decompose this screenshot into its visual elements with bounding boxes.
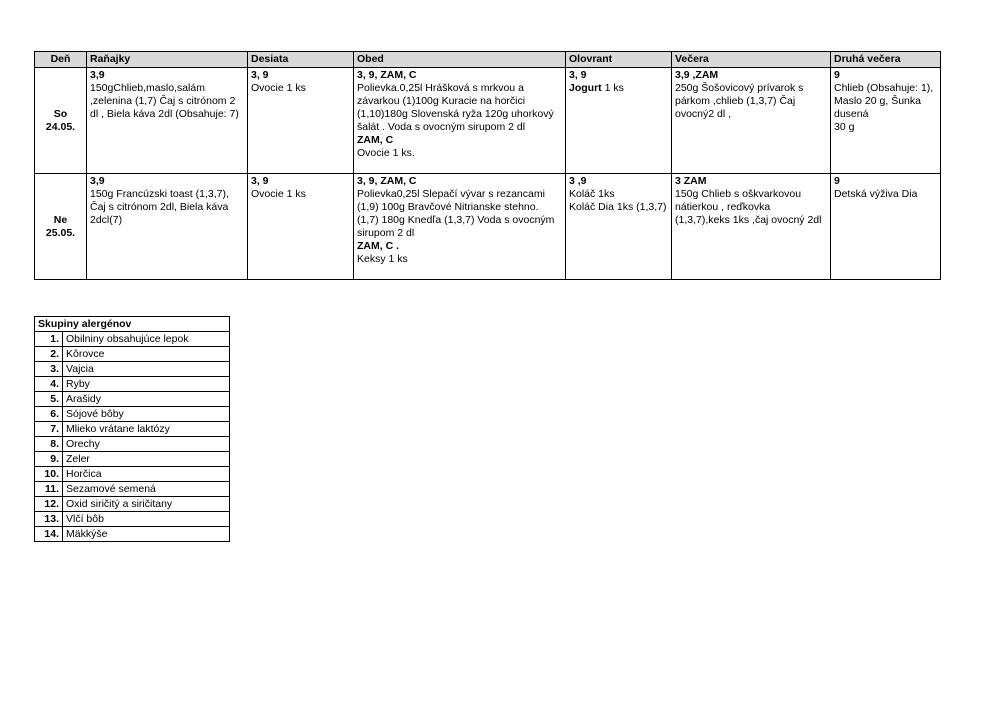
- list-item: [35, 437, 230, 452]
- meal-text: Chlieb (Obsahuje: 1), Maslo 20 g, Šunka dusená: [834, 82, 934, 120]
- allergen-name: Arašidy: [63, 392, 230, 407]
- allergen-number: 1.: [35, 332, 63, 347]
- allergen-codes: 3, 9: [251, 69, 269, 81]
- header-druha-vecera: Druhá večera: [831, 52, 941, 68]
- allergen-number: 9.: [35, 452, 63, 467]
- allergen-number: 4.: [35, 377, 63, 392]
- meal-text: Koláč 1ks: [569, 188, 615, 200]
- ranajky-cell: [87, 68, 248, 174]
- allergen-codes: 3 ,9: [569, 175, 587, 187]
- meal-text: 150gChlieb,maslo,salám ,zelenina (1,7) Čaj s citrónom 2 dl , Biela káva 2dl (Obsahuje: 7): [90, 82, 239, 120]
- meal-text: 150g Francúzski toast (1,3,7), Čaj s citrónom 2dl, Biela káva 2dcl(7): [90, 188, 229, 226]
- allergen-name: Horčica: [63, 467, 230, 482]
- allergen-codes-extra: ZAM, C .: [357, 240, 399, 252]
- allergen-name: Mlieko vrátane laktózy: [63, 422, 230, 437]
- ranajky-cell: [87, 174, 248, 280]
- allergen-number: 7.: [35, 422, 63, 437]
- druha-vecera-cell: [831, 174, 941, 280]
- header-vecera: Večera: [672, 52, 831, 68]
- list-item: [35, 422, 230, 437]
- day-date: 24.05.: [45, 120, 76, 133]
- weekly-menu-table: [34, 51, 941, 280]
- allergen-codes: 3,9: [90, 175, 105, 187]
- header-day: Deň: [35, 52, 87, 68]
- day-name: Ne: [53, 213, 68, 226]
- meal-text: Ovocie 1 ks: [251, 188, 306, 200]
- druha-vecera-cell: [831, 68, 941, 174]
- allergen-codes: 3 ZAM: [675, 175, 707, 187]
- vecera-cell: [672, 174, 831, 280]
- allergen-number: 13.: [35, 512, 63, 527]
- allergen-name: Mäkkýše: [63, 527, 230, 542]
- meal-text-extra: 30 g: [834, 121, 855, 133]
- allergen-codes: 9: [834, 69, 840, 81]
- list-item: [35, 482, 230, 497]
- table-row: [35, 174, 941, 280]
- allergen-codes-extra: ZAM, C: [357, 134, 394, 146]
- list-item: [35, 467, 230, 482]
- meal-text: [569, 82, 668, 95]
- allergen-number: 12.: [35, 497, 63, 512]
- allergen-number: 8.: [35, 437, 63, 452]
- allergen-name: Orechy: [63, 437, 230, 452]
- allergen-name: Vlčí bôb: [63, 512, 230, 527]
- allergen-name: Oxid siričitý a siričitany: [63, 497, 230, 512]
- header-obed: Obed: [354, 52, 566, 68]
- list-item: [35, 527, 230, 542]
- allergen-codes: 3,9 ,ZAM: [675, 69, 719, 81]
- list-item: [35, 407, 230, 422]
- olovrant-cell: [566, 174, 672, 280]
- meal-text: 250g Šošovicový prívarok s párkom ,chlieb (1,3,7) Čaj ovocný2 dl ,: [675, 82, 804, 120]
- meal-text-rest: 1 ks: [601, 82, 624, 94]
- header-ranajky: Raňajky: [87, 52, 248, 68]
- vecera-cell: [672, 68, 831, 174]
- header-desiata: Desiata: [248, 52, 354, 68]
- desiata-cell: [248, 68, 354, 174]
- day-cell: [35, 174, 87, 280]
- allergen-list: [35, 332, 230, 542]
- list-item: [35, 497, 230, 512]
- obed-cell: [354, 174, 566, 280]
- day-date: 25.05.: [45, 226, 76, 239]
- allergen-number: 11.: [35, 482, 63, 497]
- meal-text: Polievka0,25l Slepačí vývar s rezancami (1,9) 100g Bravčové Nitrianske stehno. (1,7) 180g Knedľa (1,3,7) Voda s ovocným sirupom 2 dl: [357, 188, 555, 239]
- meal-text: Ovocie 1 ks: [251, 82, 306, 94]
- meal-text-extra: Koláč Dia 1ks (1,3,7): [569, 201, 667, 213]
- meal-text-extra: Keksy 1 ks: [357, 253, 408, 265]
- day-name: So: [53, 107, 68, 120]
- allergen-codes: 3, 9: [569, 69, 587, 81]
- allergen-name: Sezamové semená: [63, 482, 230, 497]
- allergen-codes: 3, 9, ZAM, C: [357, 69, 417, 81]
- day-cell: [35, 68, 87, 174]
- list-item: [35, 377, 230, 392]
- allergen-number: 5.: [35, 392, 63, 407]
- allergen-groups-title: Skupiny alergénov: [35, 317, 230, 332]
- allergen-number: 6.: [35, 407, 63, 422]
- meal-text-bold: Jogurt: [569, 82, 602, 94]
- allergen-number: 10.: [35, 467, 63, 482]
- meal-text-extra: Ovocie 1 ks.: [357, 147, 415, 159]
- menu-header-row: [35, 52, 941, 68]
- allergen-name: Vajcia: [63, 362, 230, 377]
- allergen-codes: 3, 9: [251, 175, 269, 187]
- allergen-title-row: [35, 317, 230, 332]
- allergen-name: Sójové bôby: [63, 407, 230, 422]
- allergen-codes: 3,9: [90, 69, 105, 81]
- list-item: [35, 392, 230, 407]
- allergen-groups-table: [34, 316, 230, 542]
- allergen-name: Obilniny obsahujúce lepok: [63, 332, 230, 347]
- meal-text: Detská výživa Dia: [834, 188, 918, 200]
- desiata-cell: [248, 174, 354, 280]
- list-item: [35, 332, 230, 347]
- allergen-number: 3.: [35, 362, 63, 377]
- table-row: [35, 68, 941, 174]
- allergen-number: 2.: [35, 347, 63, 362]
- allergen-name: Zeler: [63, 452, 230, 467]
- list-item: [35, 362, 230, 377]
- allergen-name: Ryby: [63, 377, 230, 392]
- allergen-name: Kôrovce: [63, 347, 230, 362]
- list-item: [35, 512, 230, 527]
- header-olovrant: Olovrant: [566, 52, 672, 68]
- olovrant-cell: [566, 68, 672, 174]
- list-item: [35, 452, 230, 467]
- allergen-codes: 3, 9, ZAM, C: [357, 175, 417, 187]
- obed-cell: [354, 68, 566, 174]
- allergen-codes: 9: [834, 175, 840, 187]
- meal-text: 150g Chlieb s oškvarkovou nátierkou , reďkovka (1,3,7),keks 1ks ,čaj ovocný 2dl: [675, 188, 822, 226]
- allergen-number: 14.: [35, 527, 63, 542]
- meal-text: Polievka.0,25l Hrášková s mrkvou a závarkou (1)100g Kuracie na horčici (1,10)180g Slovenská ryža 120g uhorkový šalát . Voda s ovocným sirupom 2 dl: [357, 82, 554, 133]
- list-item: [35, 347, 230, 362]
